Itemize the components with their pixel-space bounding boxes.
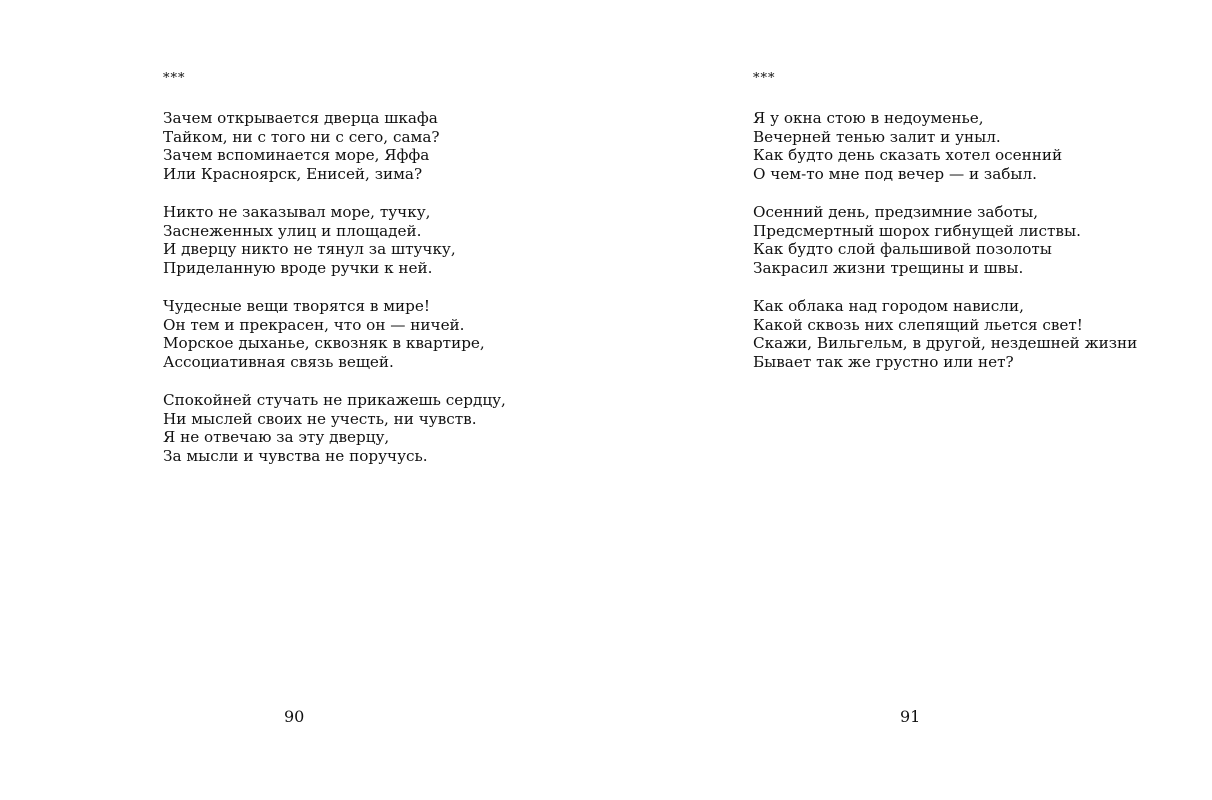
poem-line: Он тем и прекрасен, что он — ничей. — [163, 315, 465, 334]
poem-line: Предсмертный шорох гибнущей листвы. — [753, 221, 1081, 240]
poem-line: Чудесные вещи творятся в мире! — [163, 296, 430, 315]
stanza — [753, 109, 1137, 184]
stanza — [753, 297, 1137, 372]
stanza — [753, 203, 1137, 278]
poem-line: Вечерней тенью залит и уныл. — [753, 127, 1001, 146]
stanza — [163, 297, 506, 372]
poem-line: Осенний день, предзимние заботы, — [753, 202, 1039, 221]
poem-line: Зачем вспоминается море, Яффа — [163, 146, 430, 165]
poem-line: Ассоциативная связь вещей. — [163, 353, 394, 372]
poem-line: Я не отвечаю за эту дверцу, — [163, 428, 390, 447]
stanza — [163, 391, 506, 466]
poem-line: За мысли и чувства не поручусь. — [163, 447, 428, 466]
poem-line: Морское дыханье, сквозняк в квартире, — [163, 334, 485, 353]
poem-line: Как будто день сказать хотел осенний — [753, 146, 1063, 165]
poem-line: Я у окна стою в недоуменье, — [753, 108, 984, 127]
poem-line: Тайком, ни с того ни с сего, сама? — [163, 127, 440, 146]
poem-line: Закрасил жизни трещины и швы. — [753, 259, 1024, 278]
poem-line: Заснеженных улиц и площадей. — [163, 221, 422, 240]
poem-line: Ни мыслей своих не учесть, ни чувств. — [163, 409, 477, 428]
poem-ornament: *** — [163, 71, 186, 86]
right-page — [606, 0, 1212, 800]
poem-line: Как облака над городом нависли, — [753, 296, 1024, 315]
poem-line: Или Красноярск, Енисей, зима? — [163, 165, 423, 184]
stanza — [163, 203, 506, 278]
poem-ornament: *** — [753, 71, 776, 86]
page-number-right: 91 — [900, 707, 921, 726]
stanza — [163, 109, 506, 184]
poem-right — [753, 70, 1137, 391]
poem-line: Какой сквозь них слепящий льется свет! — [753, 315, 1083, 334]
poem-line: Спокойней стучать не прикажешь сердцу, — [163, 390, 506, 409]
page-number-left: 90 — [284, 707, 305, 726]
poem-line: Зачем открывается дверца шкафа — [163, 108, 438, 127]
poem-left — [163, 70, 506, 485]
poem-line: Бывает так же грустно или нет? — [753, 353, 1014, 372]
poem-line: И дверцу никто не тянул за штучку, — [163, 240, 456, 259]
poem-line: Как будто слой фальшивой позолоты — [753, 240, 1052, 259]
poem-line: Приделанную вроде ручки к ней. — [163, 259, 433, 278]
poem-line: О чем-то мне под вечер — и забыл. — [753, 165, 1037, 184]
poem-line: Скажи, Вильгельм, в другой, нездешней жизни — [753, 334, 1138, 353]
poem-line: Никто не заказывал море, тучку, — [163, 202, 431, 221]
